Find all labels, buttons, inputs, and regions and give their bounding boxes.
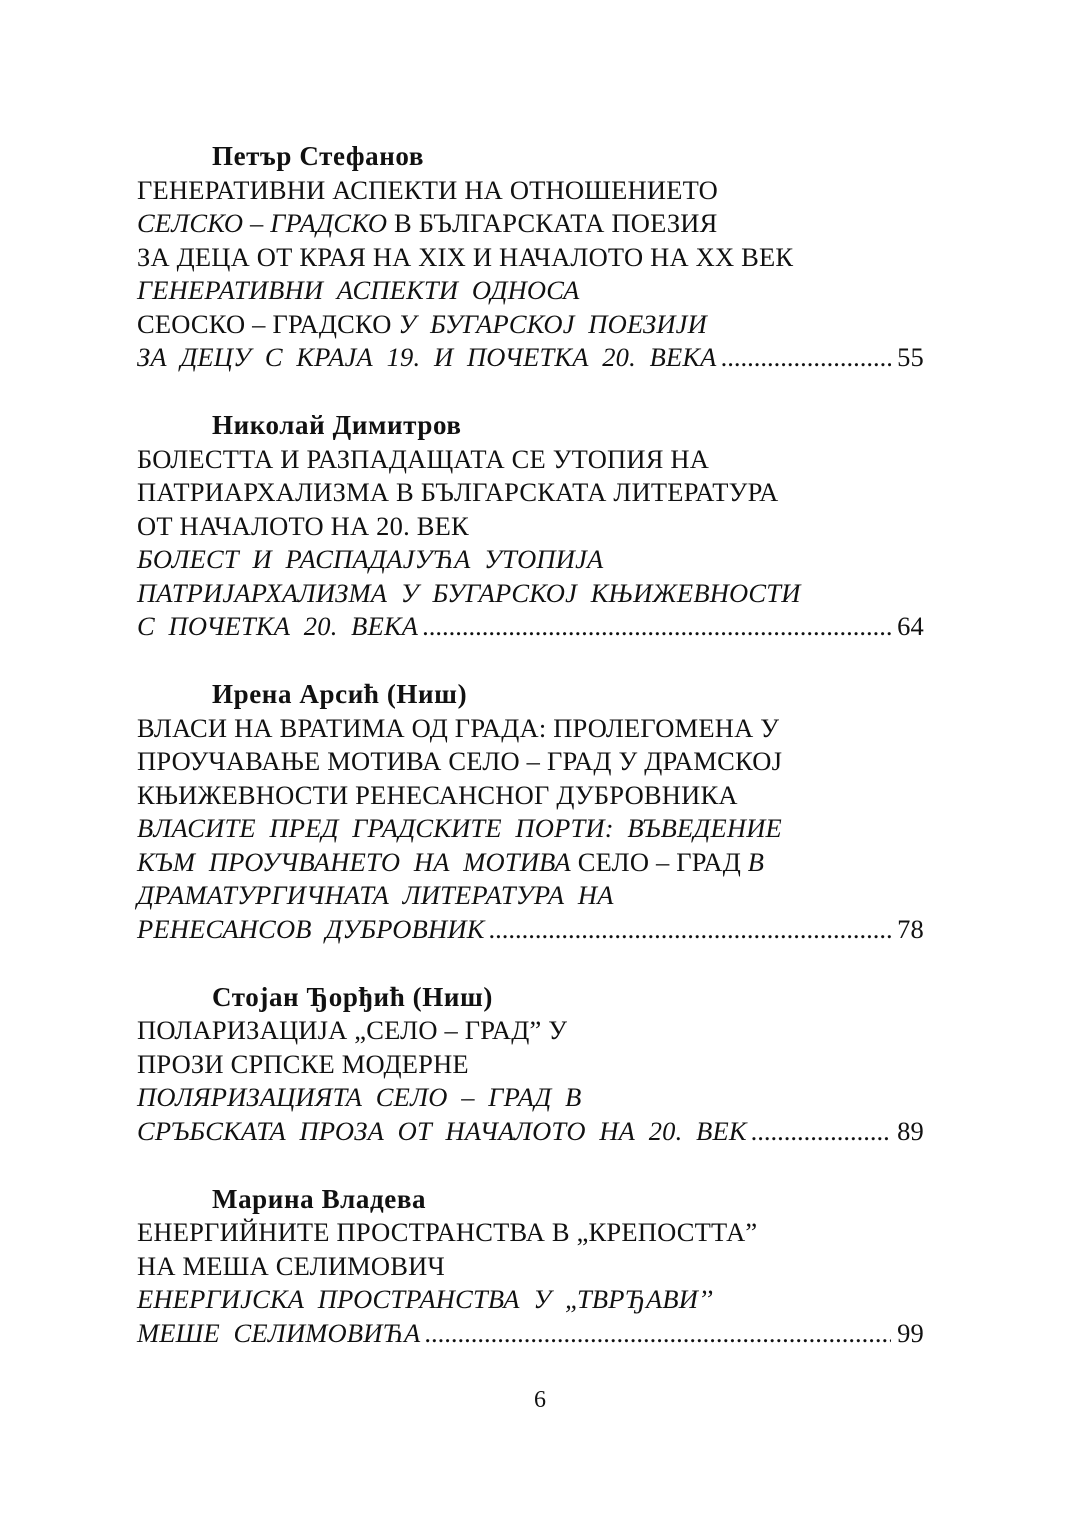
entry-title-line-last (137, 1317, 924, 1351)
title-segment: ПОЛАРИЗАЦИЈА „СЕЛО – ГРАД” У (137, 1015, 568, 1045)
entry-title-line (137, 846, 924, 880)
title-segment-italic: ГЕНЕРАТИВНИ АСПЕКТИ ОДНОСА (137, 275, 580, 305)
title-segment-italic: ЗА ДЕЦУ С КРАЈА 19. И ПОЧЕТКА 20. ВЕКА (137, 342, 717, 372)
title-segment-italic: ДРАМАТУРГИЧНАТА ЛИТЕРАТУРА НА (137, 880, 614, 910)
title-segment: ГЕНЕРАТИВНИ АСПЕКТИ НА ОТНОШЕНИЕТО (137, 174, 718, 205)
entry-page-number: 55 (897, 342, 924, 372)
entry-title-line (137, 812, 924, 846)
title-segment-italic: ВЛАСИТЕ ПРЕД ГРАДСКИТЕ ПОРТИ: ВЪВЕДЕНИЕ (137, 813, 782, 843)
entry-title-line (137, 1216, 924, 1250)
entry-page-number: 89 (897, 1115, 924, 1146)
entry-title-line-last (137, 610, 924, 644)
dot-leader (422, 610, 891, 644)
title-segment: СЕОСКО – ГРАДСКО (137, 308, 399, 339)
title-segment-italic: РЕНЕСАНСОВ ДУБРОВНИК (137, 913, 485, 944)
title-segment-italic: КЪМ ПРОУЧВАНЕТО НА МОТИВА (137, 846, 571, 877)
title-segment: ПРОЗИ СРПСКЕ МОДЕРНЕ (137, 1048, 469, 1079)
title-segment: ВЛАСИ НА ВРАТИМА ОД ГРАДА: ПРОЛЕГОМЕНА У (137, 712, 780, 743)
title-segment-italic: В (747, 846, 765, 877)
entry-author: Стојан Ђорђић (Ниш) (212, 981, 494, 1012)
entry-title-line (137, 779, 924, 813)
entry-title-line (137, 443, 924, 477)
entry-title-line (137, 1081, 924, 1115)
entry-title-line (137, 510, 924, 544)
entry-title-line (137, 577, 924, 611)
entry-title-line (137, 879, 924, 913)
entry-title-line-last (137, 913, 924, 947)
title-segment: КЊИЖЕВНОСТИ РЕНЕСАНСНОГ ДУБРОВНИКА (137, 779, 738, 810)
entry-title-line (137, 1250, 924, 1284)
title-segment-italic: С ПОЧЕТКА 20. ВЕКА (137, 611, 419, 641)
title-segment: ПАТРИАРХАЛИЗМА В БЪЛГАРСКАТА ЛИТЕРАТУРА (137, 477, 779, 507)
title-segment-italic: ПАТРИЈАРХАЛИЗМА У БУГАРСКОЈ КЊИЖЕВНОСТИ (137, 577, 801, 608)
title-segment: ПРОУЧАВАЊЕ МОТИВА СЕЛО – ГРАД У ДРАМСКОЈ (137, 746, 783, 776)
entry-title-line (137, 476, 924, 510)
entry-title-line (137, 712, 924, 746)
entry-page-number: 64 (897, 611, 924, 641)
entry-title-line (137, 1048, 924, 1082)
toc-entry (137, 140, 924, 375)
entry-title-line-last (137, 341, 924, 375)
entry-title-line (137, 543, 924, 577)
entry-title-line (137, 207, 924, 241)
entry-title-line (137, 241, 924, 275)
entry-author: Николай Димитров (212, 410, 462, 440)
toc-entry (137, 981, 924, 1149)
page-number: 6 (534, 1387, 546, 1413)
title-segment: ЕНЕРГИЙНИТЕ ПРОСТРАНСТВА В „КРЕПОСТТА” (137, 1217, 758, 1247)
entry-title-line (137, 174, 924, 208)
toc-entry (137, 1183, 924, 1351)
dot-leader (424, 1317, 891, 1351)
dot-leader (751, 1115, 891, 1149)
entry-author: Марина Владева (212, 1183, 427, 1214)
dot-leader (489, 913, 892, 947)
title-segment-italic: СРЪБСКАТА ПРОЗА ОТ НАЧАЛОТО НА 20. ВЕК (137, 1115, 747, 1146)
title-segment: ЗА ДЕЦА ОТ КРАЯ НА XIX И НАЧАЛОТО НА XX ВЕК (137, 241, 794, 272)
entry-author: Петър Стефанов (212, 141, 425, 171)
entry-page-number: 78 (897, 913, 924, 944)
dot-leader (721, 341, 892, 375)
toc-entry (137, 678, 924, 946)
entry-author: Ирена Арсић (Ниш) (212, 679, 468, 709)
title-segment: В БЪЛГАРСКАТА ПОЕЗИЯ (387, 208, 718, 238)
title-segment-italic: ПОЛЯРИЗАЦИЯТА СЕЛО – ГРАД В (137, 1082, 582, 1112)
title-segment: ОТ НАЧАЛОТО НА 20. ВЕК (137, 510, 469, 541)
title-segment-italic: МЕШЕ СЕЛИМОВИЋА (137, 1317, 421, 1348)
entry-title-line (137, 1283, 924, 1317)
title-segment-italic: СЕЛСКО – ГРАДСКО (137, 208, 388, 238)
entry-title-line (137, 1014, 924, 1048)
entry-title-line (137, 745, 924, 779)
toc-entry (137, 409, 924, 644)
title-segment-italic: БОЛЕСТ И РАСПАДАЈУЋА УТОПИЈА (137, 544, 604, 574)
entry-title-line-last (137, 1115, 924, 1149)
title-segment: БОЛЕСТТА И РАЗПАДАЩАТА СЕ УТОПИЯ НА (137, 443, 710, 474)
title-segment-italic: У БУГАРСКОЈ ПОЕЗИЈИ (398, 308, 707, 339)
entry-title-line (137, 274, 924, 308)
table-of-contents (137, 140, 924, 1385)
entry-title-line (137, 308, 924, 342)
title-segment: СЕЛО – ГРАД (570, 846, 748, 877)
title-segment: НА МЕША СЕЛИМОВИЧ (137, 1250, 445, 1281)
title-segment-italic: ЕНЕРГИЈСКА ПРОСТРАНСТВА У „ТВРЂАВИ’’ (137, 1284, 714, 1314)
entry-page-number: 99 (897, 1317, 924, 1348)
